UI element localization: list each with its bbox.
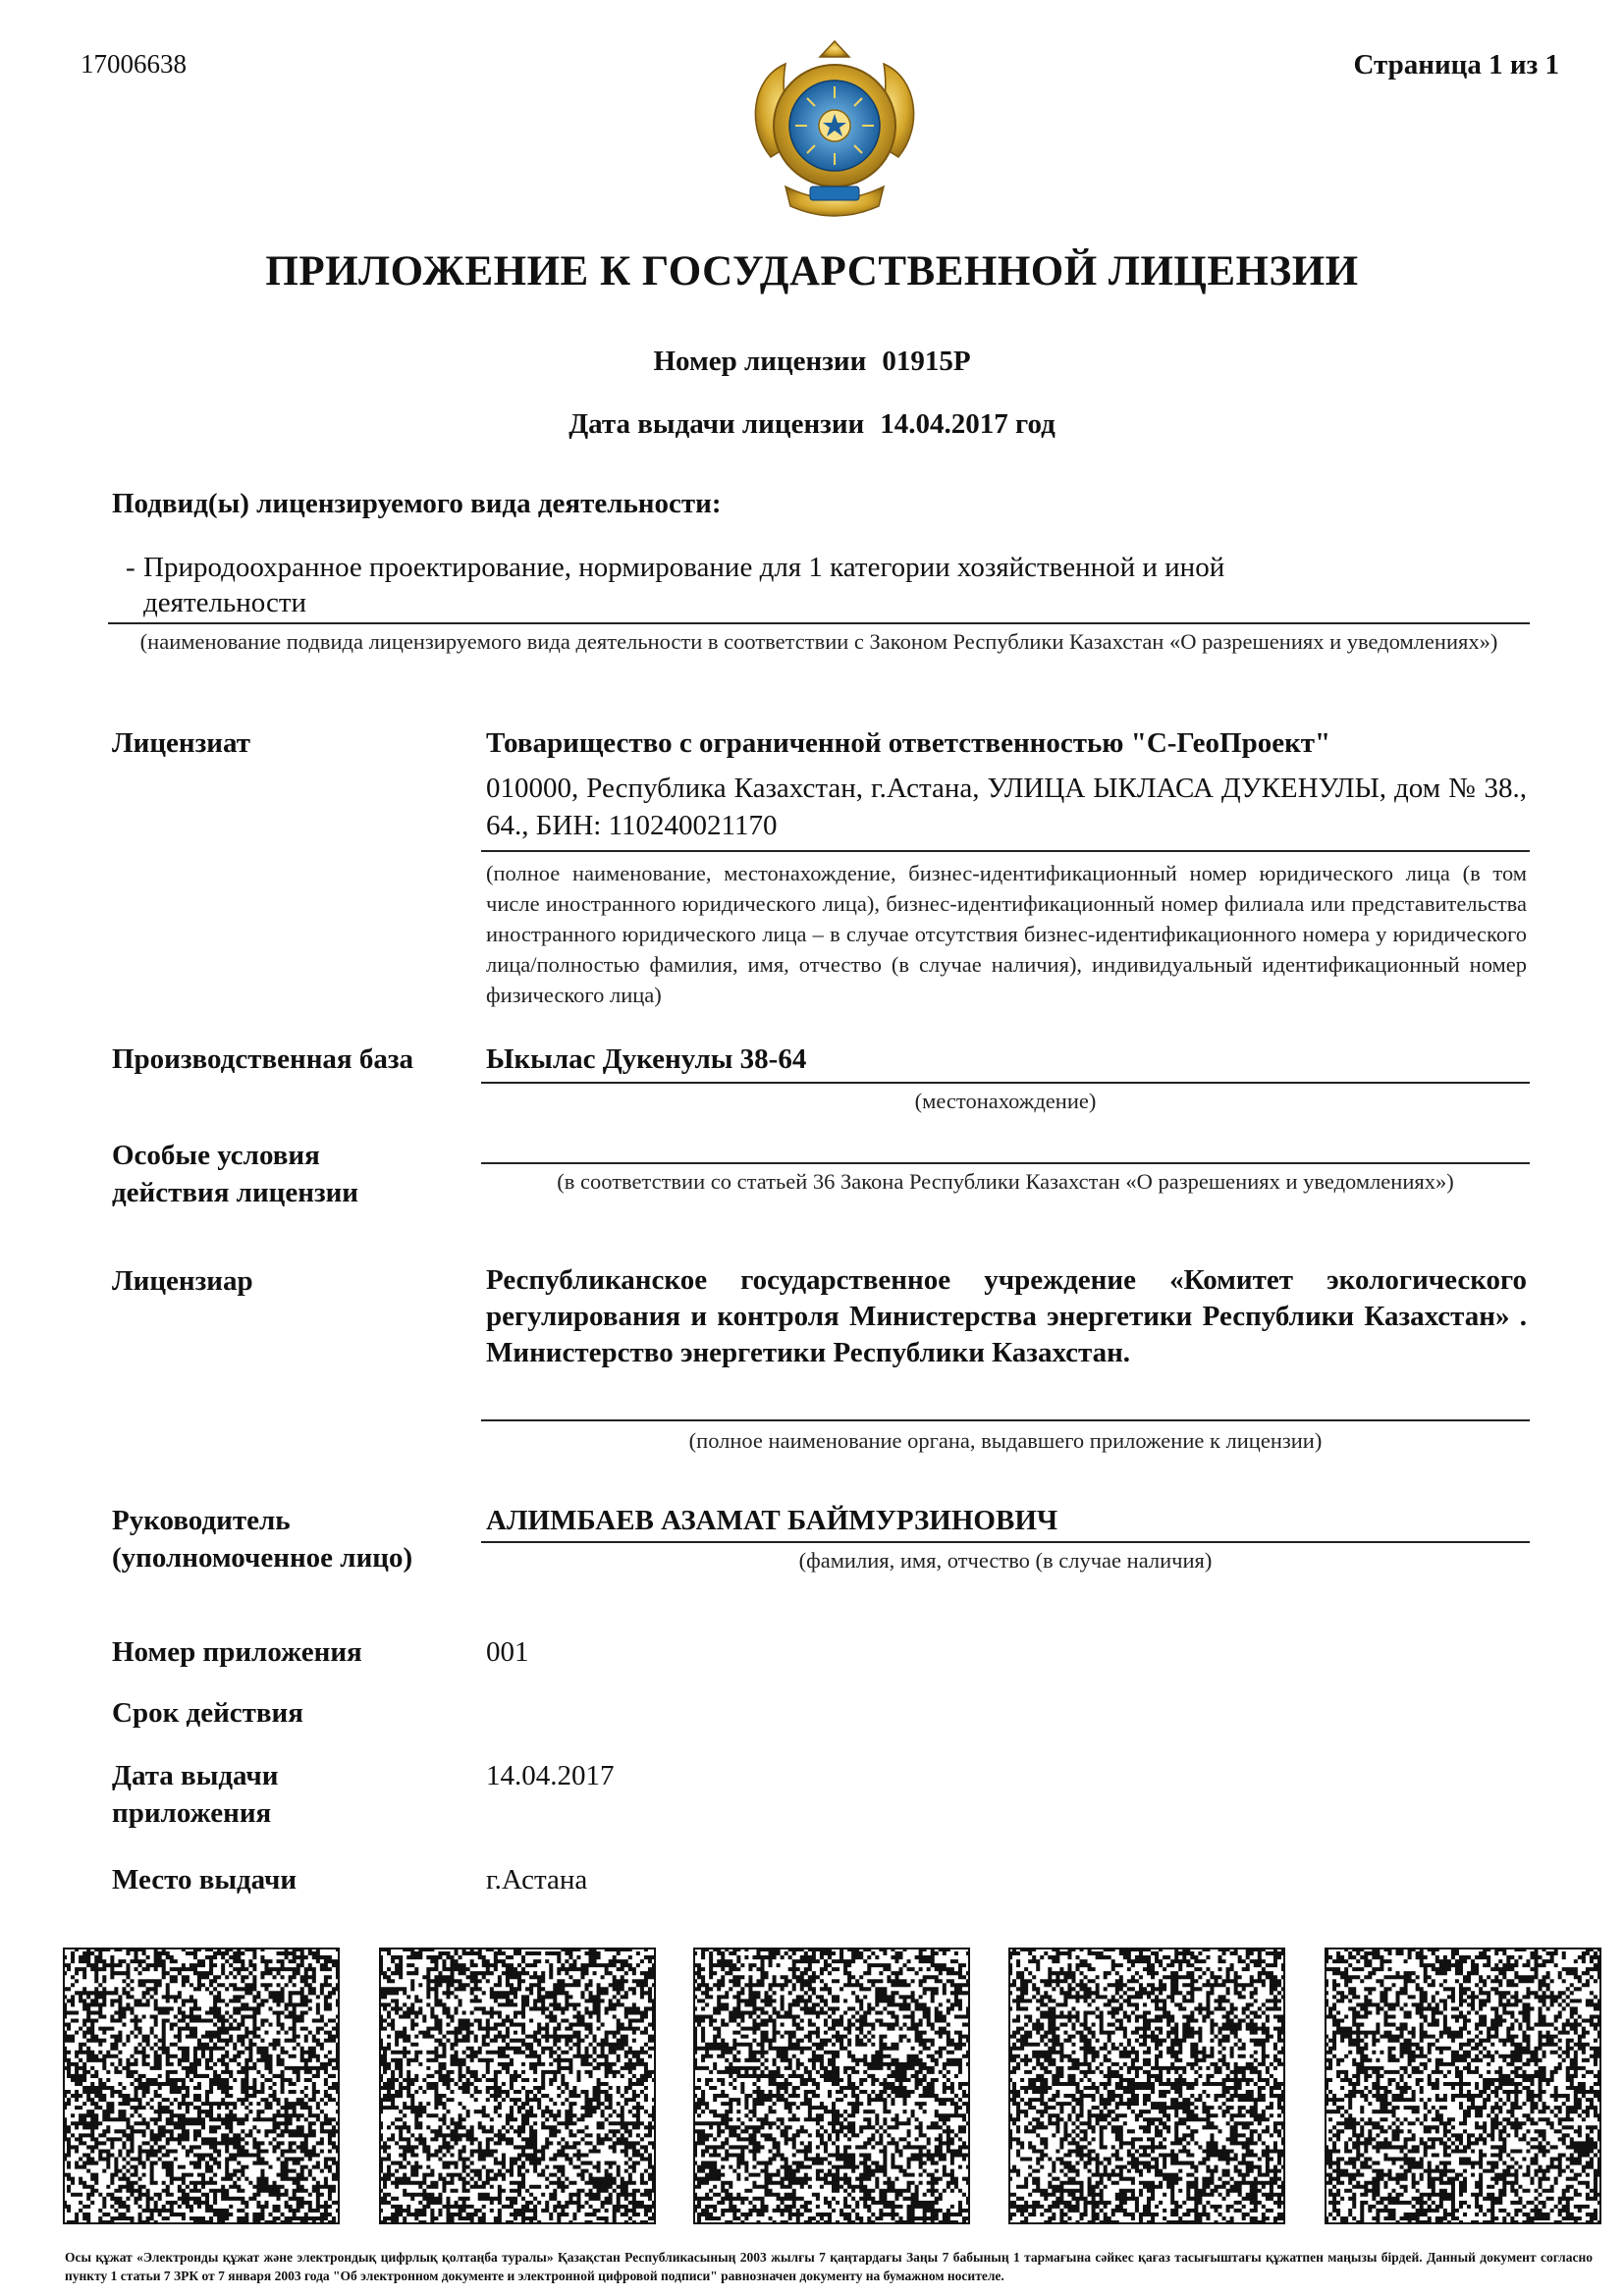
subtype-item: - Природоохранное проектирование, нормирование для 1 категории хозяйственной и иной деятельности	[124, 550, 1361, 620]
appendix-place-label: Место выдачи	[112, 1864, 298, 1896]
special-conditions-rule	[481, 1162, 1530, 1164]
legal-footer: Осы құжат «Электронды құжат және электрондық цифрлық қолтаңба туралы» Қазақстан Республикасының 2003 жылғы 7 қаңтардағы Заңы 7 бабының 1 тармағына сәйкес қағаз тасығыштағы құжатпен маңызы бірдей. Данный документ согласно пункту 1 статьи 7 ЗРК от 7 января 2003 года "Об электронном документе и электронной цифровой подписи" равнозначен документу на бумажном носителе.	[65, 2250, 1593, 2283]
licensee-caption: (полное наименование, местонахождение, бизнес-идентификационный номер юридического лица (в том числе иностранного юридического лица), бизнес-идентификационный номер филиала или представительства иностранного юридического лица – в случае отсутствия бизнес-идентификационного номера у юридического лица/полностью фамилия, имя, отчество (в случае наличия), индивидуальный идентификационный номер физического лица)	[486, 861, 1527, 1007]
qr-code-icon	[63, 1948, 340, 2224]
license-date-value: 14.04.2017 год	[880, 408, 1056, 440]
production-base-label: Производственная база	[112, 1043, 414, 1075]
state-emblem-icon	[741, 39, 928, 222]
licensor-rule	[481, 1419, 1530, 1421]
document-id: 17006638	[81, 49, 187, 79]
licensor-caption: (полное наименование органа, выдавшего приложение к лицензии)	[688, 1428, 1323, 1453]
production-base-value: Ыкылас Дукенулы 38-64	[486, 1043, 807, 1075]
subtypes-caption: (наименование подвида лицензируемого вида деятельности в соответствии с Законом Республики Казахстан «О разрешениях и уведомлениях»)	[139, 629, 1498, 654]
special-conditions-label-line2: действия лицензии	[112, 1177, 359, 1208]
license-date-label: Дата выдачи лицензии	[568, 408, 865, 440]
head-caption: (фамилия, имя, отчество (в случае наличия)	[798, 1548, 1213, 1573]
license-number-label: Номер лицензии	[653, 346, 867, 377]
qr-code-icon	[379, 1948, 656, 2224]
subtypes-rule	[108, 622, 1530, 624]
appendix-place-value: г.Астана	[486, 1864, 588, 1896]
appendix-number-label: Номер приложения	[112, 1636, 362, 1668]
qr-code-icon	[1008, 1948, 1285, 2224]
production-base-caption: (местонахождение)	[914, 1089, 1097, 1113]
qr-code-icon	[693, 1948, 970, 2224]
license-number-value: 01915Р	[882, 346, 971, 377]
license-number-line	[0, 346, 1624, 378]
licensor-label: Лицензиар	[112, 1265, 253, 1297]
page-title: ПРИЛОЖЕНИЕ К ГОСУДАРСТВЕННОЙ ЛИЦЕНЗИИ	[265, 248, 1359, 294]
licensee-name: Товарищество с ограниченной ответственностью "С-ГеоПроект"	[486, 727, 1331, 759]
subtypes-heading: Подвид(ы) лицензируемого вида деятельности:	[112, 488, 722, 519]
appendix-issue-label-line1: Дата выдачи	[112, 1760, 279, 1791]
head-label-line1: Руководитель	[112, 1505, 291, 1536]
head-value: АЛИМБАЕВ АЗАМАТ БАЙМУРЗИНОВИЧ	[486, 1505, 1058, 1536]
licensee-label: Лицензиат	[112, 727, 250, 759]
licensee-address: 010000, Республика Казахстан, г.Астана, УЛИЦА ЫКЛАСА ДУКЕНУЛЫ, дом № 38., 64., БИН: 110240021170	[486, 773, 1527, 841]
special-conditions-caption: (в соответствии со статьей 36 Закона Республики Казахстан «О разрешениях и уведомлениях»)	[557, 1169, 1454, 1194]
production-base-rule	[481, 1082, 1530, 1084]
qr-code-icon	[1325, 1948, 1601, 2224]
licensor-value: Республиканское государственное учреждение «Комитет экологического регулирования и контроля Министерства энергетики Республики Казахстан» . Министерство энергетики Республики Казахстан.	[486, 1264, 1527, 1368]
appendix-validity-label: Срок действия	[112, 1697, 303, 1729]
head-label-line2: (уполномоченное лицо)	[112, 1542, 413, 1574]
appendix-issue-value: 14.04.2017	[486, 1760, 615, 1791]
head-rule	[481, 1541, 1530, 1543]
subtype-item-text: Природоохранное проектирование, нормирование для 1 категории хозяйственной и иной деятельности	[143, 552, 1225, 618]
appendix-number-value: 001	[486, 1636, 529, 1668]
license-date-line	[0, 408, 1624, 441]
licensee-rule	[481, 850, 1530, 852]
appendix-issue-label-line2: приложения	[112, 1797, 272, 1829]
page-number: Страница 1 из 1	[1353, 49, 1559, 80]
special-conditions-label-line1: Особые условия	[112, 1140, 320, 1171]
